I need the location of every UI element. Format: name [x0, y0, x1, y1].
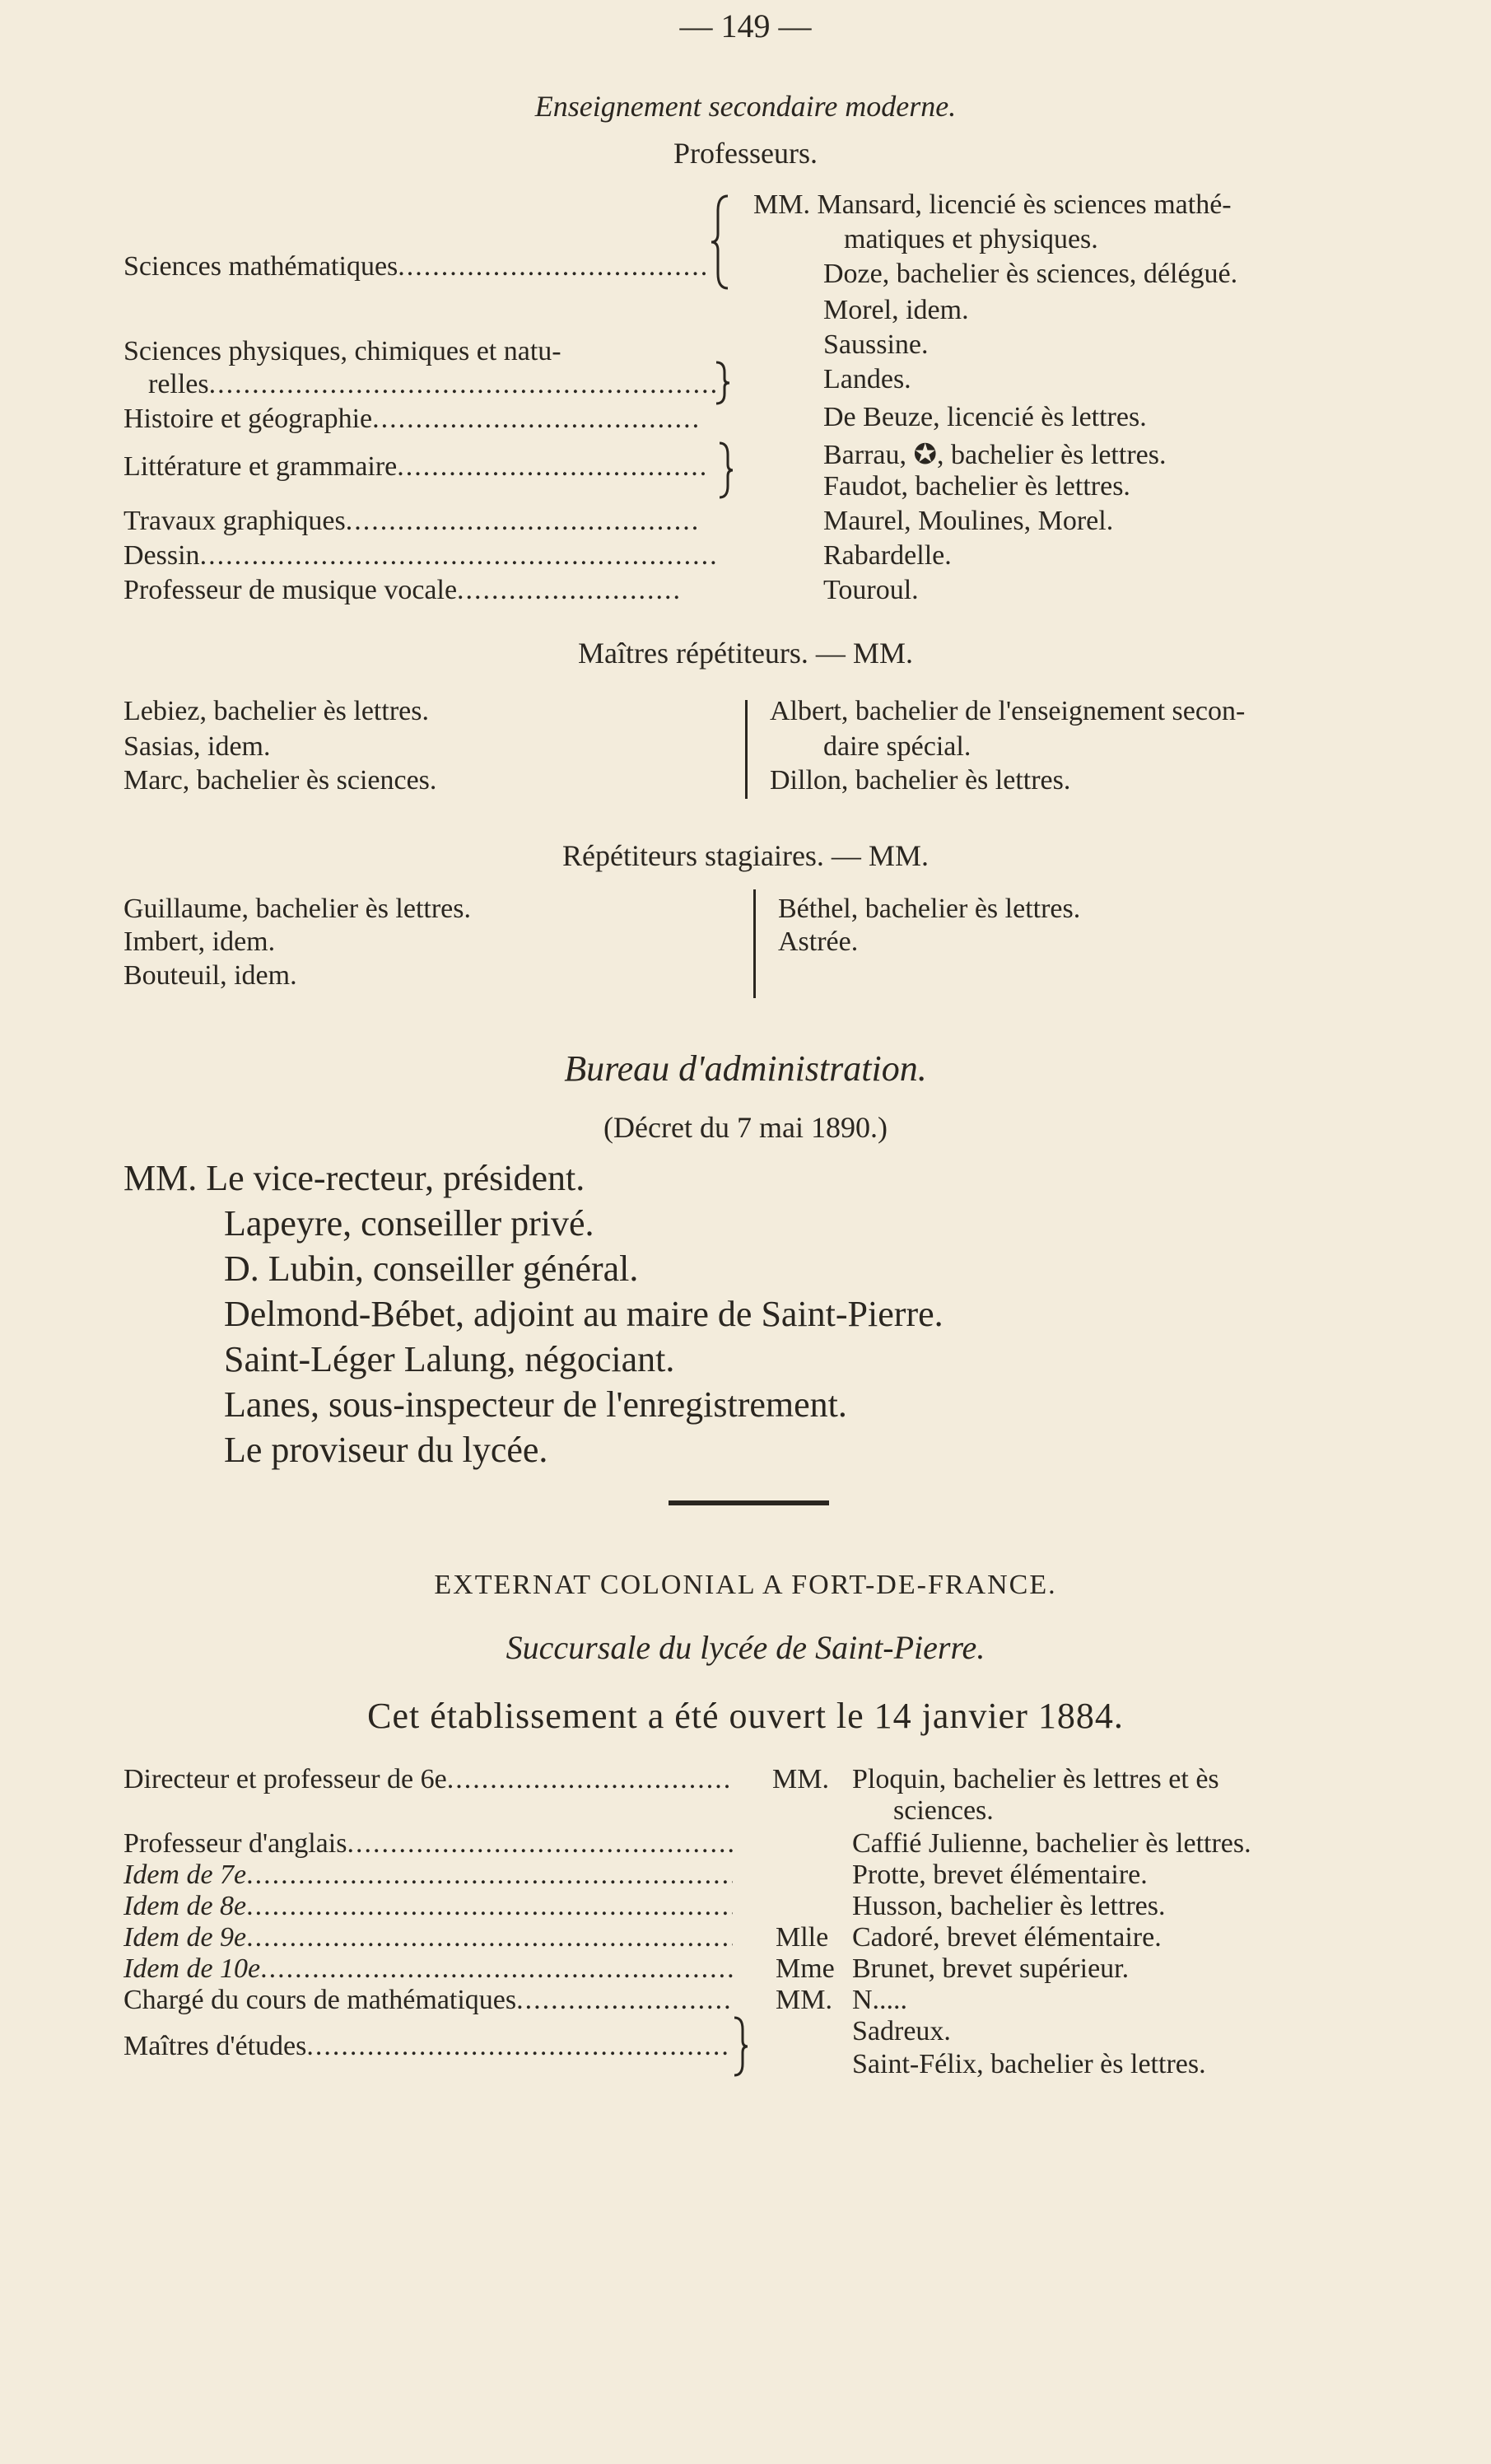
teacher-line: Faudot, bachelier ès lettres.: [823, 471, 1130, 502]
staff-role: Idem de 9e: [123, 1922, 247, 1953]
leader-dots: [347, 1828, 733, 1860]
teacher-line: Saussine.: [823, 329, 929, 360]
leader-dots: [246, 1860, 733, 1891]
teacher-line: MM. Mansard, licencié ès sciences mathé-: [753, 189, 1232, 220]
subject-row: [123, 540, 716, 572]
maitre-line: Albert, bachelier de l'enseignement secon-: [770, 696, 1246, 726]
teacher-line: Touroul.: [823, 575, 919, 605]
leader-dots: [516, 1985, 733, 2016]
staff-role: Idem de 7e: [123, 1860, 247, 1890]
stagiaires-heading: Répétiteurs stagiaires. — MM.: [562, 839, 929, 872]
teacher-line: Maurel, Moulines, Morel.: [823, 506, 1114, 536]
staff-row: [123, 1828, 733, 1860]
leader-dots: [397, 451, 708, 483]
teacher-line: Barrau, ✪, bachelier ès lettres.: [823, 440, 1167, 470]
bureau-member: Saint-Léger Lalung, négociant.: [224, 1339, 675, 1379]
brace-mark: [710, 194, 734, 290]
subject-row: [123, 404, 700, 435]
staff-role: Maîtres d'études: [123, 2031, 307, 2061]
staff-name: sciences.: [893, 1795, 994, 1826]
subject-label: Histoire et géographie: [123, 404, 373, 434]
staff-row: [123, 2031, 729, 2062]
staff-role: Directeur et professeur de 6e: [123, 1764, 447, 1794]
teacher-line: matiques et physiques.: [844, 224, 1098, 254]
subject-row: [123, 251, 708, 282]
brace-mark: [716, 441, 736, 499]
staff-name: N.....: [852, 1985, 908, 2015]
teacher-line: Morel, idem.: [823, 295, 969, 325]
staff-prefix: MM.: [776, 1985, 832, 2015]
bureau-title: Bureau d'administration.: [564, 1048, 927, 1089]
subject-label: Travaux graphiques: [123, 506, 346, 536]
bureau-member: D. Lubin, conseiller général.: [224, 1248, 639, 1289]
leader-dots: [200, 540, 716, 572]
staff-name: Saint-Félix, bachelier ès lettres.: [852, 2049, 1206, 2079]
subject-label: Dessin: [123, 540, 200, 571]
externat-title: EXTERNAT COLONIAL A FORT-DE-FRANCE.: [434, 1570, 1057, 1600]
bureau-member: Lapeyre, conseiller privé.: [224, 1203, 594, 1244]
leader-dots: [447, 1764, 733, 1795]
externat-opened: Cet établissement a été ouvert le 14 janvier 1884.: [367, 1696, 1124, 1736]
subject-row: [123, 575, 683, 606]
maitre-line: Marc, bachelier ès sciences.: [123, 765, 437, 796]
staff-role: Idem de 10e: [123, 1953, 261, 1984]
staff-name: Sadreux.: [852, 2016, 951, 2046]
leader-dots: [209, 369, 716, 400]
maitre-line: daire spécial.: [823, 731, 971, 762]
teacher-line: Rabardelle.: [823, 540, 952, 571]
staff-name: Brunet, brevet supérieur.: [852, 1953, 1130, 1984]
subject-row: [123, 451, 708, 483]
teacher-line: Doze, bachelier ès sciences, délégué.: [823, 259, 1238, 289]
staff-name: Protte, brevet élémentaire.: [852, 1860, 1148, 1890]
leader-dots: [306, 2031, 729, 2062]
staff-role: Professeur d'anglais: [123, 1828, 347, 1859]
staff-row: [123, 1953, 733, 1985]
stagiaire-line: Astrée.: [778, 926, 859, 957]
maitre-line: Dillon, bachelier ès lettres.: [770, 765, 1071, 796]
staff-row: [123, 1891, 733, 1922]
bureau-decree: (Décret du 7 mai 1890.): [603, 1111, 888, 1144]
subject-label: Professeur de musique vocale: [123, 575, 458, 605]
staff-name: Husson, bachelier ès lettres.: [852, 1891, 1166, 1921]
leader-dots: [398, 251, 708, 282]
page-number: — 149 —: [679, 7, 812, 44]
stagiaire-line: Béthel, bachelier ès lettres.: [778, 894, 1081, 924]
staff-name: Ploquin, bachelier ès lettres et ès: [852, 1764, 1219, 1794]
staff-row: [123, 1985, 733, 2016]
staff-name: Cadoré, brevet élémentaire.: [852, 1922, 1162, 1953]
maitre-line: Lebiez, bachelier ès lettres.: [123, 696, 429, 726]
maitres-heading: Maîtres répétiteurs. — MM.: [578, 637, 913, 670]
subject-label-cont: relles: [148, 369, 209, 399]
teacher-line: Landes.: [823, 364, 911, 394]
column-divider: [753, 889, 756, 998]
staff-role: Idem de 8e: [123, 1891, 247, 1921]
stagiaire-line: Bouteuil, idem.: [123, 960, 297, 991]
column-divider: [745, 700, 748, 799]
staff-row: [123, 1860, 733, 1891]
bureau-member: Delmond-Bébet, adjoint au maire de Saint-Pierre.: [224, 1294, 944, 1334]
maitre-line: Sasias, idem.: [123, 731, 271, 762]
subject-label: Sciences physiques, chimiques et natu-: [123, 336, 561, 366]
staff-name: Caffié Julienne, bachelier ès lettres.: [852, 1828, 1251, 1859]
leader-dots: [246, 1922, 733, 1953]
section-separator: [669, 1500, 829, 1505]
brace-mark: [731, 2016, 751, 2077]
bureau-member: Le proviseur du lycée.: [224, 1430, 548, 1470]
subject-label: Sciences mathématiques: [123, 251, 398, 282]
staff-prefix: Mlle: [776, 1922, 829, 1953]
subject-row: [148, 369, 716, 400]
professeurs-heading: Professeurs.: [673, 137, 818, 170]
section-title: Enseignement secondaire moderne.: [534, 90, 957, 123]
subject-row: [123, 506, 700, 537]
leader-dots: [372, 404, 700, 435]
bureau-member: Lanes, sous-inspecteur de l'enregistrement.: [224, 1384, 847, 1425]
leader-dots: [346, 506, 700, 537]
bureau-member: MM. Le vice-recteur, président.: [123, 1158, 585, 1198]
leader-dots: [260, 1953, 733, 1985]
brace-mark: [713, 361, 733, 405]
externat-subtitle: Succursale du lycée de Saint-Pierre.: [506, 1629, 985, 1666]
staff-row: [123, 1764, 733, 1795]
staff-prefix: Mme: [776, 1953, 835, 1984]
stagiaire-line: Imbert, idem.: [123, 926, 276, 957]
leader-dots: [457, 575, 683, 606]
staff-prefix: MM.: [772, 1764, 829, 1794]
staff-row: [123, 1922, 733, 1953]
subject-label: Littérature et grammaire: [123, 451, 398, 482]
teacher-line: De Beuze, licencié ès lettres.: [823, 402, 1147, 432]
leader-dots: [246, 1891, 733, 1922]
stagiaire-line: Guillaume, bachelier ès lettres.: [123, 894, 471, 924]
staff-role: Chargé du cours de mathématiques: [123, 1985, 517, 2015]
